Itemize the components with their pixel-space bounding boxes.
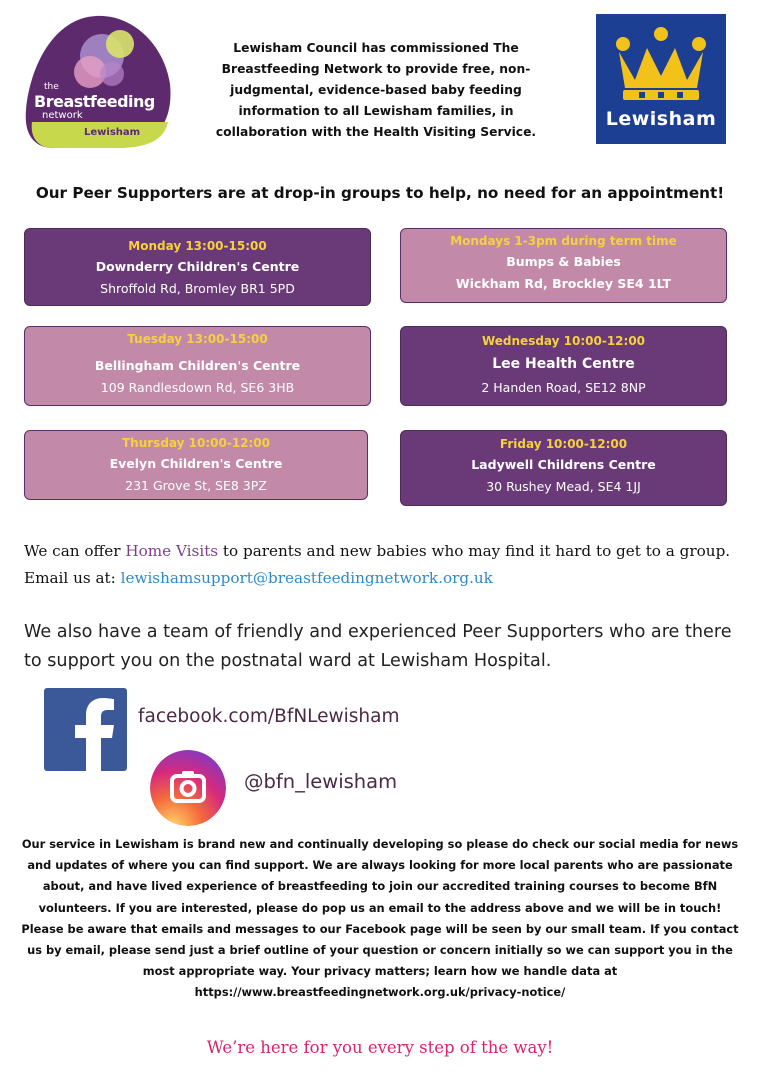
closing-line: We’re here for you every step of the way!: [206, 1038, 554, 1057]
logo-sub: Lewisham: [84, 127, 141, 138]
tagline: Our Peer Supporters are at drop-in groups to help, no need for an appointment!: [35, 184, 725, 202]
group-card-thursday: [24, 430, 368, 500]
email-link[interactable]: lewishamsupport@breastfeedingnetwork.org.uk: [120, 569, 493, 587]
group-address: 109 Randlesdown Rd, SE6 3HB: [100, 380, 295, 395]
footer-para-2: Please be aware that emails and messages to our Facebook page will be seen by our small team. If you contact us by email, please send just a brief outline of your question or concern initially so we can support you in the most appropriate way. Your privacy matters; learn how we handle data at https://www.breastfeedingnetwork.org.uk/privacy-notice/: [21, 921, 739, 1000]
intro-line: judgmental, evidence-based baby feeding: [230, 83, 522, 97]
facebook-link[interactable]: facebook.com/BfNLewisham: [138, 706, 400, 727]
group-card-tuesday: [24, 326, 371, 406]
home-visits-text: [24, 538, 740, 592]
home-visits-highlight: Home Visits: [125, 542, 219, 560]
intro-line: Lewisham Council has commissioned The: [233, 41, 519, 55]
group-time: Thursday 10:00-12:00: [121, 436, 271, 450]
logo-main: Breastfeeding: [34, 92, 155, 111]
footer-text: [20, 834, 740, 1004]
group-time: Friday 10:00-12:00: [499, 437, 628, 451]
group-time: Wednesday 10:00-12:00: [481, 334, 646, 348]
intro-line: Breastfeeding Network to provide free, non-: [221, 62, 531, 76]
group-address: 30 Rushey Mead, SE4 1JJ: [486, 479, 641, 494]
council-logo-text: Lewisham: [605, 108, 717, 130]
ward-text: We also have a team of friendly and experienced Peer Supporters who are there to support you on the postnatal ward at Lewisham Hospital.: [24, 622, 732, 671]
logo-the: the: [44, 82, 59, 92]
group-venue: Ladywell Childrens Centre: [471, 457, 656, 472]
intro-line: collaboration with the Health Visiting Service.: [215, 125, 537, 139]
group-time: Mondays 1-3pm during term time: [450, 234, 677, 248]
lewisham-council-logo: [596, 14, 726, 144]
group-address: Wickham Rd, Brockley SE4 1LT: [455, 276, 672, 291]
group-card-wednesday: [400, 326, 727, 406]
group-time: Monday 13:00-15:00: [128, 239, 267, 253]
group-card-friday: [400, 430, 727, 506]
group-card-monday: [24, 228, 371, 306]
group-venue: Bumps & Babies: [506, 254, 621, 269]
group-card-monday-term: [400, 228, 727, 303]
group-venue: Lee Health Centre: [492, 356, 635, 372]
group-address: Shroffold Rd, Bromley BR1 5PD: [100, 281, 295, 296]
home-visits-pre: We can offer: [24, 542, 126, 560]
group-venue: Evelyn Children's Centre: [109, 456, 283, 471]
instagram-link[interactable]: @bfn_lewisham: [244, 770, 398, 793]
crown-icon: [613, 26, 709, 102]
instagram-icon[interactable]: [150, 750, 226, 826]
intro-text: [186, 38, 566, 143]
group-venue: Bellingham Children's Centre: [94, 358, 301, 373]
footer-para-1: Our service in Lewisham is brand new and continually developing so please do check our social media for news and updates of where you can find support. We are always looking for more local parents who are passionate about, and have lived experience of breastfeeding to join our accredited training courses to become BfN volunteers. If you are interested, please do pop us an email to the address above and we will be in touch!: [21, 837, 739, 915]
logo-network: network: [42, 110, 83, 121]
group-address: 231 Grove St, SE8 3PZ: [125, 478, 267, 493]
group-venue: Downderry Children's Centre: [95, 259, 300, 274]
home-visits-mid: to parents and new babies who may find it hard to get to a group. Email us at:: [24, 542, 731, 587]
group-time: Tuesday 13:00-15:00: [127, 332, 268, 346]
bfn-logo: [24, 14, 172, 150]
facebook-icon[interactable]: [44, 688, 127, 771]
intro-line: information to all Lewisham families, in: [238, 104, 514, 118]
group-address: 2 Handen Road, SE12 8NP: [481, 380, 646, 395]
